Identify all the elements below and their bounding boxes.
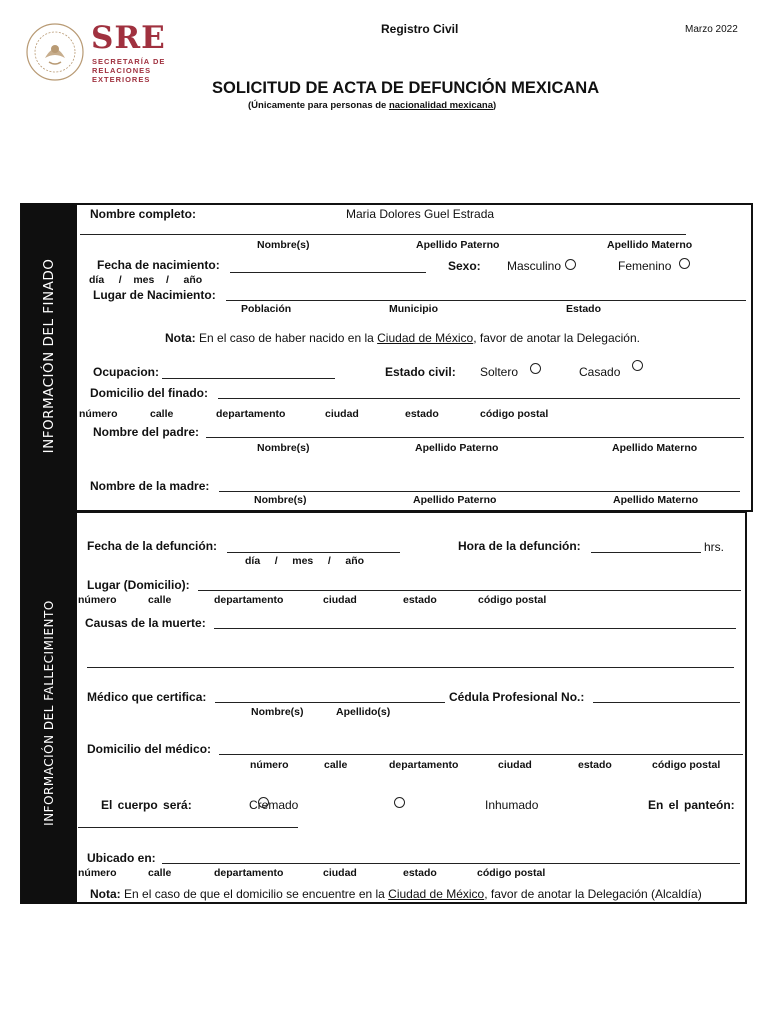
- cremated-radio[interactable]: [258, 797, 269, 808]
- death-place-label: Lugar (Domicilio):: [87, 578, 190, 592]
- doctor-addr-street: calle: [324, 759, 348, 771]
- doctor-addr-state: estado: [578, 759, 612, 771]
- father-name-label: Nombre del padre:: [93, 425, 200, 439]
- address-part-state: estado: [405, 408, 439, 420]
- sex-label: Sexo:: [448, 259, 481, 273]
- sex-option-female: Femenino: [618, 259, 672, 273]
- office-label: Registro Civil: [381, 22, 459, 36]
- death-addr-street: calle: [148, 594, 172, 606]
- section2-note: Nota: En el caso de que el domicilio se encuentre en la Ciudad de México, favor de anotar la Delegación (Alcaldía): [90, 887, 702, 901]
- located-addr-zip: código postal: [477, 867, 546, 879]
- place-part-town: Población: [241, 303, 292, 315]
- death-addr-city: ciudad: [323, 594, 357, 606]
- death-place-line[interactable]: [198, 590, 741, 591]
- mother-part-paternal: Apellido Paterno: [413, 494, 497, 506]
- doctor-addr-zip: código postal: [652, 759, 721, 771]
- occupation-label: Ocupacion:: [93, 365, 160, 379]
- civil-option-single: Soltero: [480, 365, 519, 379]
- death-date-label: Fecha de la defunción:: [87, 539, 218, 553]
- name-part-maternal: Apellido Materno: [607, 239, 693, 251]
- father-name-line[interactable]: [206, 437, 744, 438]
- civil-option-married: Casado: [579, 365, 621, 379]
- located-addr-city: ciudad: [323, 867, 357, 879]
- cause-line-1[interactable]: [214, 628, 736, 629]
- agency-name-line-1: SECRETARÍA DE: [92, 57, 166, 66]
- death-addr-number: número: [78, 594, 117, 606]
- death-time-line[interactable]: [591, 552, 701, 553]
- address-part-city: ciudad: [325, 408, 359, 420]
- doctor-addr-number: número: [250, 759, 289, 771]
- civil-status-label: Estado civil:: [385, 365, 456, 379]
- agency-name-line-3: EXTERIORES: [92, 75, 151, 84]
- section-deceased-label: INFORMACIÓN DEL FINADO: [41, 258, 57, 454]
- death-time-unit: hrs.: [704, 540, 725, 554]
- full-name-label: Nombre completo:: [90, 207, 197, 221]
- located-addr-number: número: [78, 867, 117, 879]
- cause-label: Causas de la muerte:: [85, 616, 206, 630]
- address-part-apartment: departamento: [216, 408, 286, 420]
- located-line[interactable]: [162, 863, 740, 864]
- sex-option-male: Masculino: [507, 259, 562, 273]
- death-addr-apartment: departamento: [214, 594, 284, 606]
- father-part-maternal: Apellido Materno: [612, 442, 698, 454]
- located-addr-state: estado: [403, 867, 437, 879]
- section-death-sidebar: [21, 511, 77, 904]
- death-time-label: Hora de la defunción:: [458, 539, 581, 553]
- section-deceased-sidebar: [21, 203, 77, 512]
- full-name-line: [80, 234, 686, 235]
- place-part-state: Estado: [566, 303, 602, 315]
- place-part-municipality: Municipio: [389, 303, 438, 315]
- agency-abbr: SRE: [91, 20, 166, 56]
- page-subtitle: (Únicamente para personas de nacionalidad mexicana): [248, 100, 497, 111]
- civil-married-radio[interactable]: [632, 360, 643, 371]
- sex-male-radio[interactable]: [565, 259, 576, 270]
- located-label: Ubicado en:: [87, 851, 156, 865]
- doctor-part-first: Nombre(s): [251, 706, 304, 718]
- birth-date-line[interactable]: [230, 272, 426, 273]
- page-title: SOLICITUD DE ACTA DE DEFUNCIÓN MEXICANA: [212, 79, 600, 97]
- doctor-part-last: Apellido(s): [336, 706, 391, 718]
- address-part-street: calle: [150, 408, 174, 420]
- body-label: El cuerpo será:: [101, 798, 192, 812]
- doctor-line[interactable]: [215, 702, 445, 703]
- cemetery-line[interactable]: [78, 827, 298, 828]
- death-date-parts: día / mes / año: [245, 555, 365, 567]
- mexican-seal-logo: [25, 22, 85, 82]
- body-option-cremated: Cremado: [249, 798, 299, 812]
- address-part-zip: código postal: [480, 408, 549, 420]
- doctor-addr-apartment: departamento: [389, 759, 459, 771]
- occupation-line[interactable]: [162, 378, 335, 379]
- license-line[interactable]: [593, 702, 740, 703]
- mother-name-line[interactable]: [219, 491, 740, 492]
- birth-date-label: Fecha de nacimiento:: [97, 258, 220, 272]
- located-addr-apartment: departamento: [214, 867, 284, 879]
- sex-female-radio[interactable]: [679, 258, 690, 269]
- mother-part-maternal: Apellido Materno: [613, 494, 699, 506]
- license-label: Cédula Profesional No.:: [449, 690, 585, 704]
- address-part-number: número: [79, 408, 118, 420]
- section1-note: Nota: En el caso de haber nacido en la Ciudad de México, favor de anotar la Delegación.: [165, 331, 640, 345]
- doctor-address-line[interactable]: [219, 754, 743, 755]
- doctor-addr-city: ciudad: [498, 759, 532, 771]
- located-addr-street: calle: [148, 867, 172, 879]
- civil-single-radio[interactable]: [530, 363, 541, 374]
- father-part-first: Nombre(s): [257, 442, 310, 454]
- form-date: Marzo 2022: [685, 24, 738, 35]
- doctor-address-label: Domicilio del médico:: [87, 742, 212, 756]
- cause-line-2[interactable]: [87, 667, 734, 668]
- mother-part-first: Nombre(s): [254, 494, 307, 506]
- full-name-value[interactable]: Maria Dolores Guel Estrada: [346, 207, 495, 221]
- body-option-buried: Inhumado: [485, 798, 539, 812]
- section-death-label: INFORMACIÓN DEL FALLECIMIENTO: [42, 600, 56, 826]
- death-date-line[interactable]: [227, 552, 400, 553]
- father-part-paternal: Apellido Paterno: [415, 442, 499, 454]
- doctor-label: Médico que certifica:: [87, 690, 207, 704]
- birth-place-label: Lugar de Nacimiento:: [93, 288, 216, 302]
- name-part-paternal: Apellido Paterno: [416, 239, 500, 251]
- death-addr-state: estado: [403, 594, 437, 606]
- death-addr-zip: código postal: [478, 594, 547, 606]
- birth-place-line[interactable]: [226, 300, 746, 301]
- name-part-first: Nombre(s): [257, 239, 310, 251]
- birth-date-parts: día / mes / año: [89, 274, 203, 286]
- deceased-address-line[interactable]: [218, 398, 740, 399]
- cemetery-label: En el panteón:: [648, 798, 735, 812]
- deceased-address-label: Domicilio del finado:: [90, 386, 209, 400]
- mother-name-label: Nombre de la madre:: [90, 479, 210, 493]
- agency-name-line-2: RELACIONES: [92, 66, 152, 75]
- buried-radio[interactable]: [394, 797, 405, 808]
